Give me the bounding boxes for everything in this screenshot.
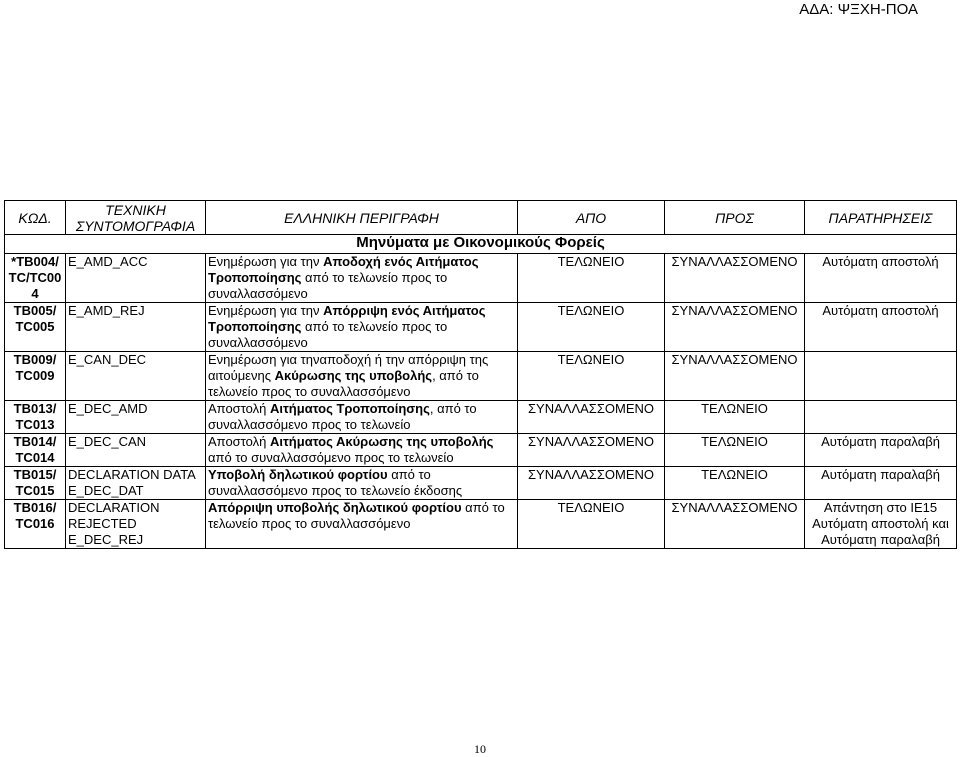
message-abbreviation: E_DEC_AMD <box>66 401 206 434</box>
description-segment: Αποστολή <box>208 401 270 416</box>
message-abbreviation: E_AMD_ACC <box>66 254 206 303</box>
description-bold-segment: Ακύρωσης της υποβολής <box>274 368 433 383</box>
header-to: ΠΡΟΣ <box>665 201 805 235</box>
message-to: ΤΕΛΩΝΕΙΟ <box>665 467 805 500</box>
message-code: TB005/ TC005 <box>5 303 66 352</box>
message-abbreviation: DECLARATION REJECTED E_DEC_REJ <box>66 500 206 549</box>
description-bold-segment: Αποδοχή ενός Αιτήματος Τροποποίησης <box>208 254 479 285</box>
message-description <box>206 303 518 352</box>
table-row <box>5 434 957 467</box>
message-from: ΣΥΝΑΛΛΑΣΣΟΜΕΝΟ <box>518 467 665 500</box>
message-from: ΣΥΝΑΛΛΑΣΣΟΜΕΝΟ <box>518 434 665 467</box>
description-bold-segment: Απόρριψη ενός Αιτήματος Τροποποίησης <box>208 303 486 334</box>
page-number: 10 <box>474 742 486 756</box>
description-segment: , από το τελωνείο προς το συναλλασσόμενο <box>208 368 479 399</box>
description-segment: , από το συναλλασσόμενο προς το τελωνείο <box>208 401 477 432</box>
description-bold-segment: Αιτήματος Τροποποίησης <box>270 401 430 416</box>
message-notes: Αυτόματη αποστολή <box>805 303 957 352</box>
table-row <box>5 254 957 303</box>
message-from: ΤΕΛΩΝΕΙΟ <box>518 500 665 549</box>
header-code: ΚΩΔ. <box>5 201 66 235</box>
description-bold-segment: Αιτήματος Ακύρωσης της υποβολής <box>270 434 494 449</box>
message-to: ΣΥΝΑΛΛΑΣΣΟΜΕΝΟ <box>665 352 805 401</box>
message-code: TB015/ TC015 <box>5 467 66 500</box>
message-abbreviation: E_CAN_DEC <box>66 352 206 401</box>
message-abbreviation: E_AMD_REJ <box>66 303 206 352</box>
message-notes <box>805 352 957 401</box>
description-segment: από το συναλλασσόμενο προς το τελωνείο έκδοσης <box>208 467 463 498</box>
message-code: TB009/ TC009 <box>5 352 66 401</box>
message-abbreviation: DECLARATION DATA E_DEC_DAT <box>66 467 206 500</box>
message-to: ΣΥΝΑΛΛΑΣΣΟΜΕΝΟ <box>665 254 805 303</box>
message-code: *TB004/ TC/TC00 4 <box>5 254 66 303</box>
message-description <box>206 352 518 401</box>
message-notes: Απάντηση στο IE15 Αυτόματη αποστολή και Αυτόματη παραλαβή <box>805 500 957 549</box>
section-row <box>5 235 957 254</box>
table-row <box>5 467 957 500</box>
message-code: TB016/ TC016 <box>5 500 66 549</box>
description-segment: από το τελωνείο προς το συναλλασσόμενο <box>208 500 505 531</box>
header-notes: ΠΑΡΑΤΗΡΗΣΕΙΣ <box>805 201 957 235</box>
description-segment: Ενημέρωση για την <box>208 254 324 269</box>
message-description <box>206 467 518 500</box>
message-from: ΣΥΝΑΛΛΑΣΣΟΜΕΝΟ <box>518 401 665 434</box>
description-segment: από το συναλλασσόμενο προς το τελωνείο <box>208 450 454 465</box>
message-code: TB014/ TC014 <box>5 434 66 467</box>
header-description: ΕΛΛΗΝΙΚΗ ΠΕΡΙΓΡΑΦΗ <box>206 201 518 235</box>
table-row <box>5 500 957 549</box>
message-notes: Αυτόματη παραλαβή <box>805 434 957 467</box>
message-to: ΣΥΝΑΛΛΑΣΣΟΜΕΝΟ <box>665 303 805 352</box>
message-to: ΤΕΛΩΝΕΙΟ <box>665 434 805 467</box>
table-row <box>5 303 957 352</box>
message-from: ΤΕΛΩΝΕΙΟ <box>518 352 665 401</box>
message-code: TB013/ TC013 <box>5 401 66 434</box>
message-notes: Αυτόματη αποστολή <box>805 254 957 303</box>
section-title: Μηνύματα με Οικονομικούς Φορείς <box>5 235 957 254</box>
description-segment: Ενημέρωση για τηναποδοχή ή την απόρριψη της αιτούμενης <box>208 352 489 383</box>
description-segment: Ενημέρωση για την <box>208 303 324 318</box>
message-notes: Αυτόματη παραλαβή <box>805 467 957 500</box>
message-to: ΤΕΛΩΝΕΙΟ <box>665 401 805 434</box>
message-description <box>206 254 518 303</box>
table-row <box>5 352 957 401</box>
description-bold-segment: Απόρριψη υποβολής δηλωτικού φορτίου <box>208 500 462 515</box>
description-segment: από το τελωνείο προς το συναλλασσόμενο <box>208 270 448 301</box>
description-segment: Αποστολή <box>208 434 270 449</box>
message-description <box>206 500 518 549</box>
description-segment: από το τελωνείο προς το συναλλασσόμενο <box>208 319 448 350</box>
table-row <box>5 401 957 434</box>
message-from: ΤΕΛΩΝΕΙΟ <box>518 254 665 303</box>
table-header-row <box>5 201 957 235</box>
message-table <box>4 200 957 549</box>
ada-identifier: ΑΔΑ: ΨΞΧΗ-ΠΟΑ <box>799 1 918 18</box>
message-abbreviation: E_DEC_CAN <box>66 434 206 467</box>
message-description <box>206 434 518 467</box>
message-notes <box>805 401 957 434</box>
message-description <box>206 401 518 434</box>
description-bold-segment: Υποβολή δηλωτικού φορτίου <box>208 467 388 482</box>
message-to: ΣΥΝΑΛΛΑΣΣΟΜΕΝΟ <box>665 500 805 549</box>
message-from: ΤΕΛΩΝΕΙΟ <box>518 303 665 352</box>
header-from: ΑΠΟ <box>518 201 665 235</box>
header-abbreviation: ΤΕΧΝΙΚΗ ΣΥΝΤΟΜΟΓΡΑΦΙΑ <box>66 201 206 235</box>
